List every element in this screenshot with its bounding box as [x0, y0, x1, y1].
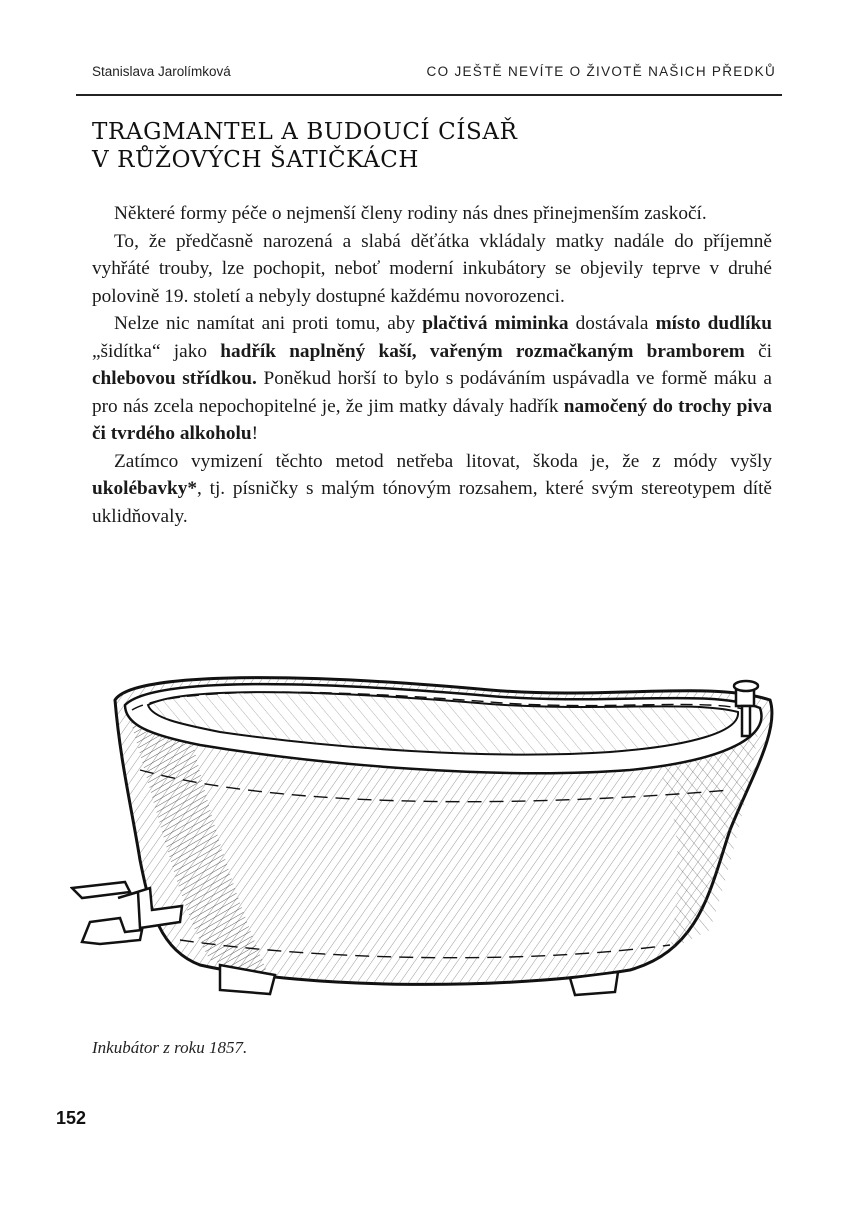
- incubator-illustration: [70, 660, 780, 1000]
- bold-run: namočený do trochy piva či tvrdého alkoholu: [92, 395, 772, 444]
- bold-run: ukolébavky*: [92, 478, 198, 499]
- paragraph-2: To, že předčasně narozená a slabá děťátka vkládaly matky nadále do příjemně vyhřáté trouby, lze pochopit, neboť moderní inkubátory se objevily teprve v druhé polovině 19. století a nebyly dostupné každému novorozenci.: [92, 230, 772, 307]
- bold-run: plačtivá miminka: [422, 313, 569, 334]
- page-number: 152: [56, 1108, 87, 1128]
- paragraph-4: [92, 448, 772, 531]
- text-run: dostávala: [568, 313, 656, 334]
- paragraph-3: [92, 310, 772, 448]
- running-header: [88, 62, 780, 92]
- author-name: Stanislava Jarolímková: [92, 64, 231, 79]
- text-run: Zatímco vymizení těchto metod netřeba litovat, škoda je, že z módy vyšly: [114, 450, 772, 472]
- text-run: , tj. písničky s malým tónovým rozsahem, které svým stereotypem dítě uklidňovaly.: [92, 478, 772, 527]
- bold-run: hadřík naplněný kaší, vařeným rozmačkaným bramborem: [220, 340, 745, 362]
- text-run: či: [744, 340, 772, 362]
- text-run: Poněkud horší to bylo s podáváním uspávadla ve formě máku a pro nás zcela nepochopitelné je, že jim matky dávaly hadřík: [92, 368, 772, 417]
- text-run: „šidítka“ jako: [92, 340, 221, 362]
- paragraph-1: Některé formy péče o nejmenší členy rodiny nás dnes přinejmenším zaskočí.: [114, 203, 707, 224]
- bold-run: místo dudlíku: [655, 313, 772, 334]
- chapter-title: [92, 118, 518, 174]
- figure-caption: Inkubátor z roku 1857.: [92, 1038, 248, 1057]
- text-run: Nelze nic namítat ani proti tomu, aby: [114, 313, 423, 334]
- book-title: CO JEŠTĚ NEVÍTE O ŽIVOTĚ NAŠICH PŘEDKŮ: [426, 64, 776, 79]
- header-rule: [76, 94, 782, 96]
- chapter-title-line-2: V RŮŽOVÝCH ŠATIČKÁCH: [92, 147, 420, 173]
- body-text: [92, 200, 772, 530]
- chapter-title-line-1: TRAGMANTEL A BUDOUCÍ CÍSAŘ: [92, 119, 518, 145]
- bold-run: chlebovou střídkou.: [92, 368, 257, 389]
- text-run: !: [251, 423, 259, 444]
